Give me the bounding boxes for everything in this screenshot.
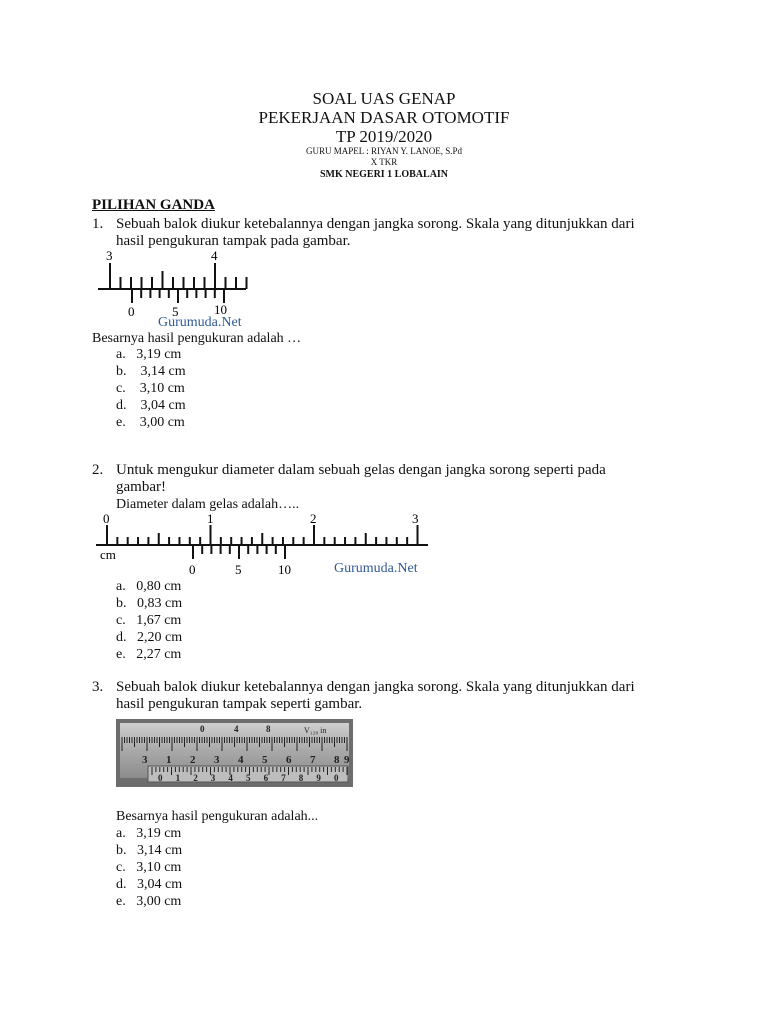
q1-option-c: c. 3,10 cm xyxy=(116,381,185,396)
q3-vernier-label: 1 xyxy=(175,773,181,783)
q1-watermark: Gurumuda.Net xyxy=(158,315,242,330)
q3-main-label: 9 xyxy=(344,754,350,766)
q1-option-e: e. 3,00 cm xyxy=(116,415,185,430)
q3-vernier-label: 6 xyxy=(263,773,269,783)
q2-text-line2: gambar! xyxy=(116,479,166,495)
q3-caliper-photo xyxy=(116,719,353,787)
q1-option-d: d. 3,04 cm xyxy=(116,398,186,413)
q3-main-label: 4 xyxy=(238,754,244,766)
q1-vernier-label-0: 0 xyxy=(128,304,135,319)
q3-main-label: 8 xyxy=(334,754,340,766)
q3-vernier-label: 8 xyxy=(298,773,304,783)
q3-vernier-label: 0 xyxy=(158,773,163,783)
header-title-2: PEKERJAAN DASAR OTOMOTIF xyxy=(258,108,510,127)
q3-top-label: 0 xyxy=(200,724,205,734)
header-school: SMK NEGERI 1 LOBALAIN xyxy=(319,169,449,180)
header-title-1: SOAL UAS GENAP xyxy=(312,89,456,108)
q3-option-e: e. 3,00 cm xyxy=(116,894,182,909)
q2-main-label-0: 0 xyxy=(103,511,110,526)
q2-option-c: c. 1,67 cm xyxy=(116,613,182,628)
q2-vernier-label-0: 0 xyxy=(189,562,196,577)
q1-vernier-label-10: 10 xyxy=(214,302,227,317)
q3-vernier-label: 7 xyxy=(281,773,286,783)
q2-text-line3: Diameter dalam gelas adalah….. xyxy=(116,497,300,512)
q3-vernier-label: 2 xyxy=(193,773,198,783)
q1-question: Besarnya hasil pengukuran adalah … xyxy=(92,331,302,346)
q2-option-a: a. 0,80 cm xyxy=(116,579,182,594)
q3-main-label: 2 xyxy=(190,754,196,766)
header-title-3: TP 2019/2020 xyxy=(335,127,433,146)
q2-vernier-label-10: 10 xyxy=(278,562,291,577)
q2-option-e: e. 2,27 cm xyxy=(116,647,182,662)
q2-option-b: b. 0,83 cm xyxy=(116,596,183,611)
q2-option-d: d. 2,20 cm xyxy=(116,630,183,645)
q3-vernier-label: 3 xyxy=(210,773,216,783)
q3-main-label: 6 xyxy=(286,754,292,766)
q3-top-label: 8 xyxy=(266,724,271,734)
q3-main-label: 7 xyxy=(310,754,316,766)
q2-number: 2. xyxy=(92,462,104,478)
q3-question: Besarnya hasil pengukuran adalah... xyxy=(116,809,319,824)
q2-main-label-1: 1 xyxy=(207,511,214,526)
q3-option-b: b. 3,14 cm xyxy=(116,843,183,858)
q2-watermark: Gurumuda.Net xyxy=(334,561,418,576)
header-class: X TKR xyxy=(370,157,398,167)
q3-vernier-label: 9 xyxy=(316,773,321,783)
q3-option-d: d. 3,04 cm xyxy=(116,877,183,892)
q2-vernier-label-5: 5 xyxy=(235,562,242,577)
q1-vernier-scale xyxy=(90,246,260,321)
q3-option-a: a. 3,19 cm xyxy=(116,826,182,841)
q3-text-line2: hasil pengukuran tampak seperti gambar. xyxy=(116,696,363,712)
q1-option-b: b. 3,14 cm xyxy=(116,364,186,379)
q3-main-label: 1 xyxy=(166,754,172,766)
q2-text-line1: Untuk mengukur diameter dalam sebuah gelas dengan jangka sorong seperti pada xyxy=(116,462,606,478)
q3-vernier-label: 0 xyxy=(334,773,339,783)
q3-text-line1: Sebuah balok diukur ketebalannya dengan jangka sorong. Skala yang ditunjukkan dari xyxy=(116,679,635,695)
q1-number: 1. xyxy=(92,216,104,232)
q3-number: 3. xyxy=(92,679,104,695)
q3-top-label: 4 xyxy=(234,724,239,734)
q1-option-a: a. 3,19 cm xyxy=(116,347,182,362)
q2-main-label-3: 3 xyxy=(412,511,419,526)
q3-vernier-label: 4 xyxy=(228,773,233,783)
q1-main-label-4: 4 xyxy=(211,248,218,263)
section-title: PILIHAN GANDA xyxy=(92,197,215,213)
q1-vernier-label-5: 5 xyxy=(172,304,179,319)
q1-text-line1: Sebuah balok diukur ketebalannya dengan jangka sorong. Skala yang ditunjukkan dari xyxy=(116,216,635,232)
q3-main-label: 5 xyxy=(262,754,268,766)
q3-main-label: 3 xyxy=(214,754,220,766)
header-teacher: GURU MAPEL : RIYAN Y. LANOE, S.Pd xyxy=(306,146,462,156)
q1-text-line2: hasil pengukuran tampak pada gambar. xyxy=(116,233,351,249)
q3-option-c: c. 3,10 cm xyxy=(116,860,182,875)
q2-unit-label: cm xyxy=(100,547,116,562)
q3-unit-text: V₁₂₈ in xyxy=(304,726,327,735)
q3-vernier-label: 5 xyxy=(246,773,251,783)
q1-main-label-3: 3 xyxy=(106,248,113,263)
q3-main-label: 3 xyxy=(142,754,148,766)
q2-main-label-2: 2 xyxy=(310,511,317,526)
